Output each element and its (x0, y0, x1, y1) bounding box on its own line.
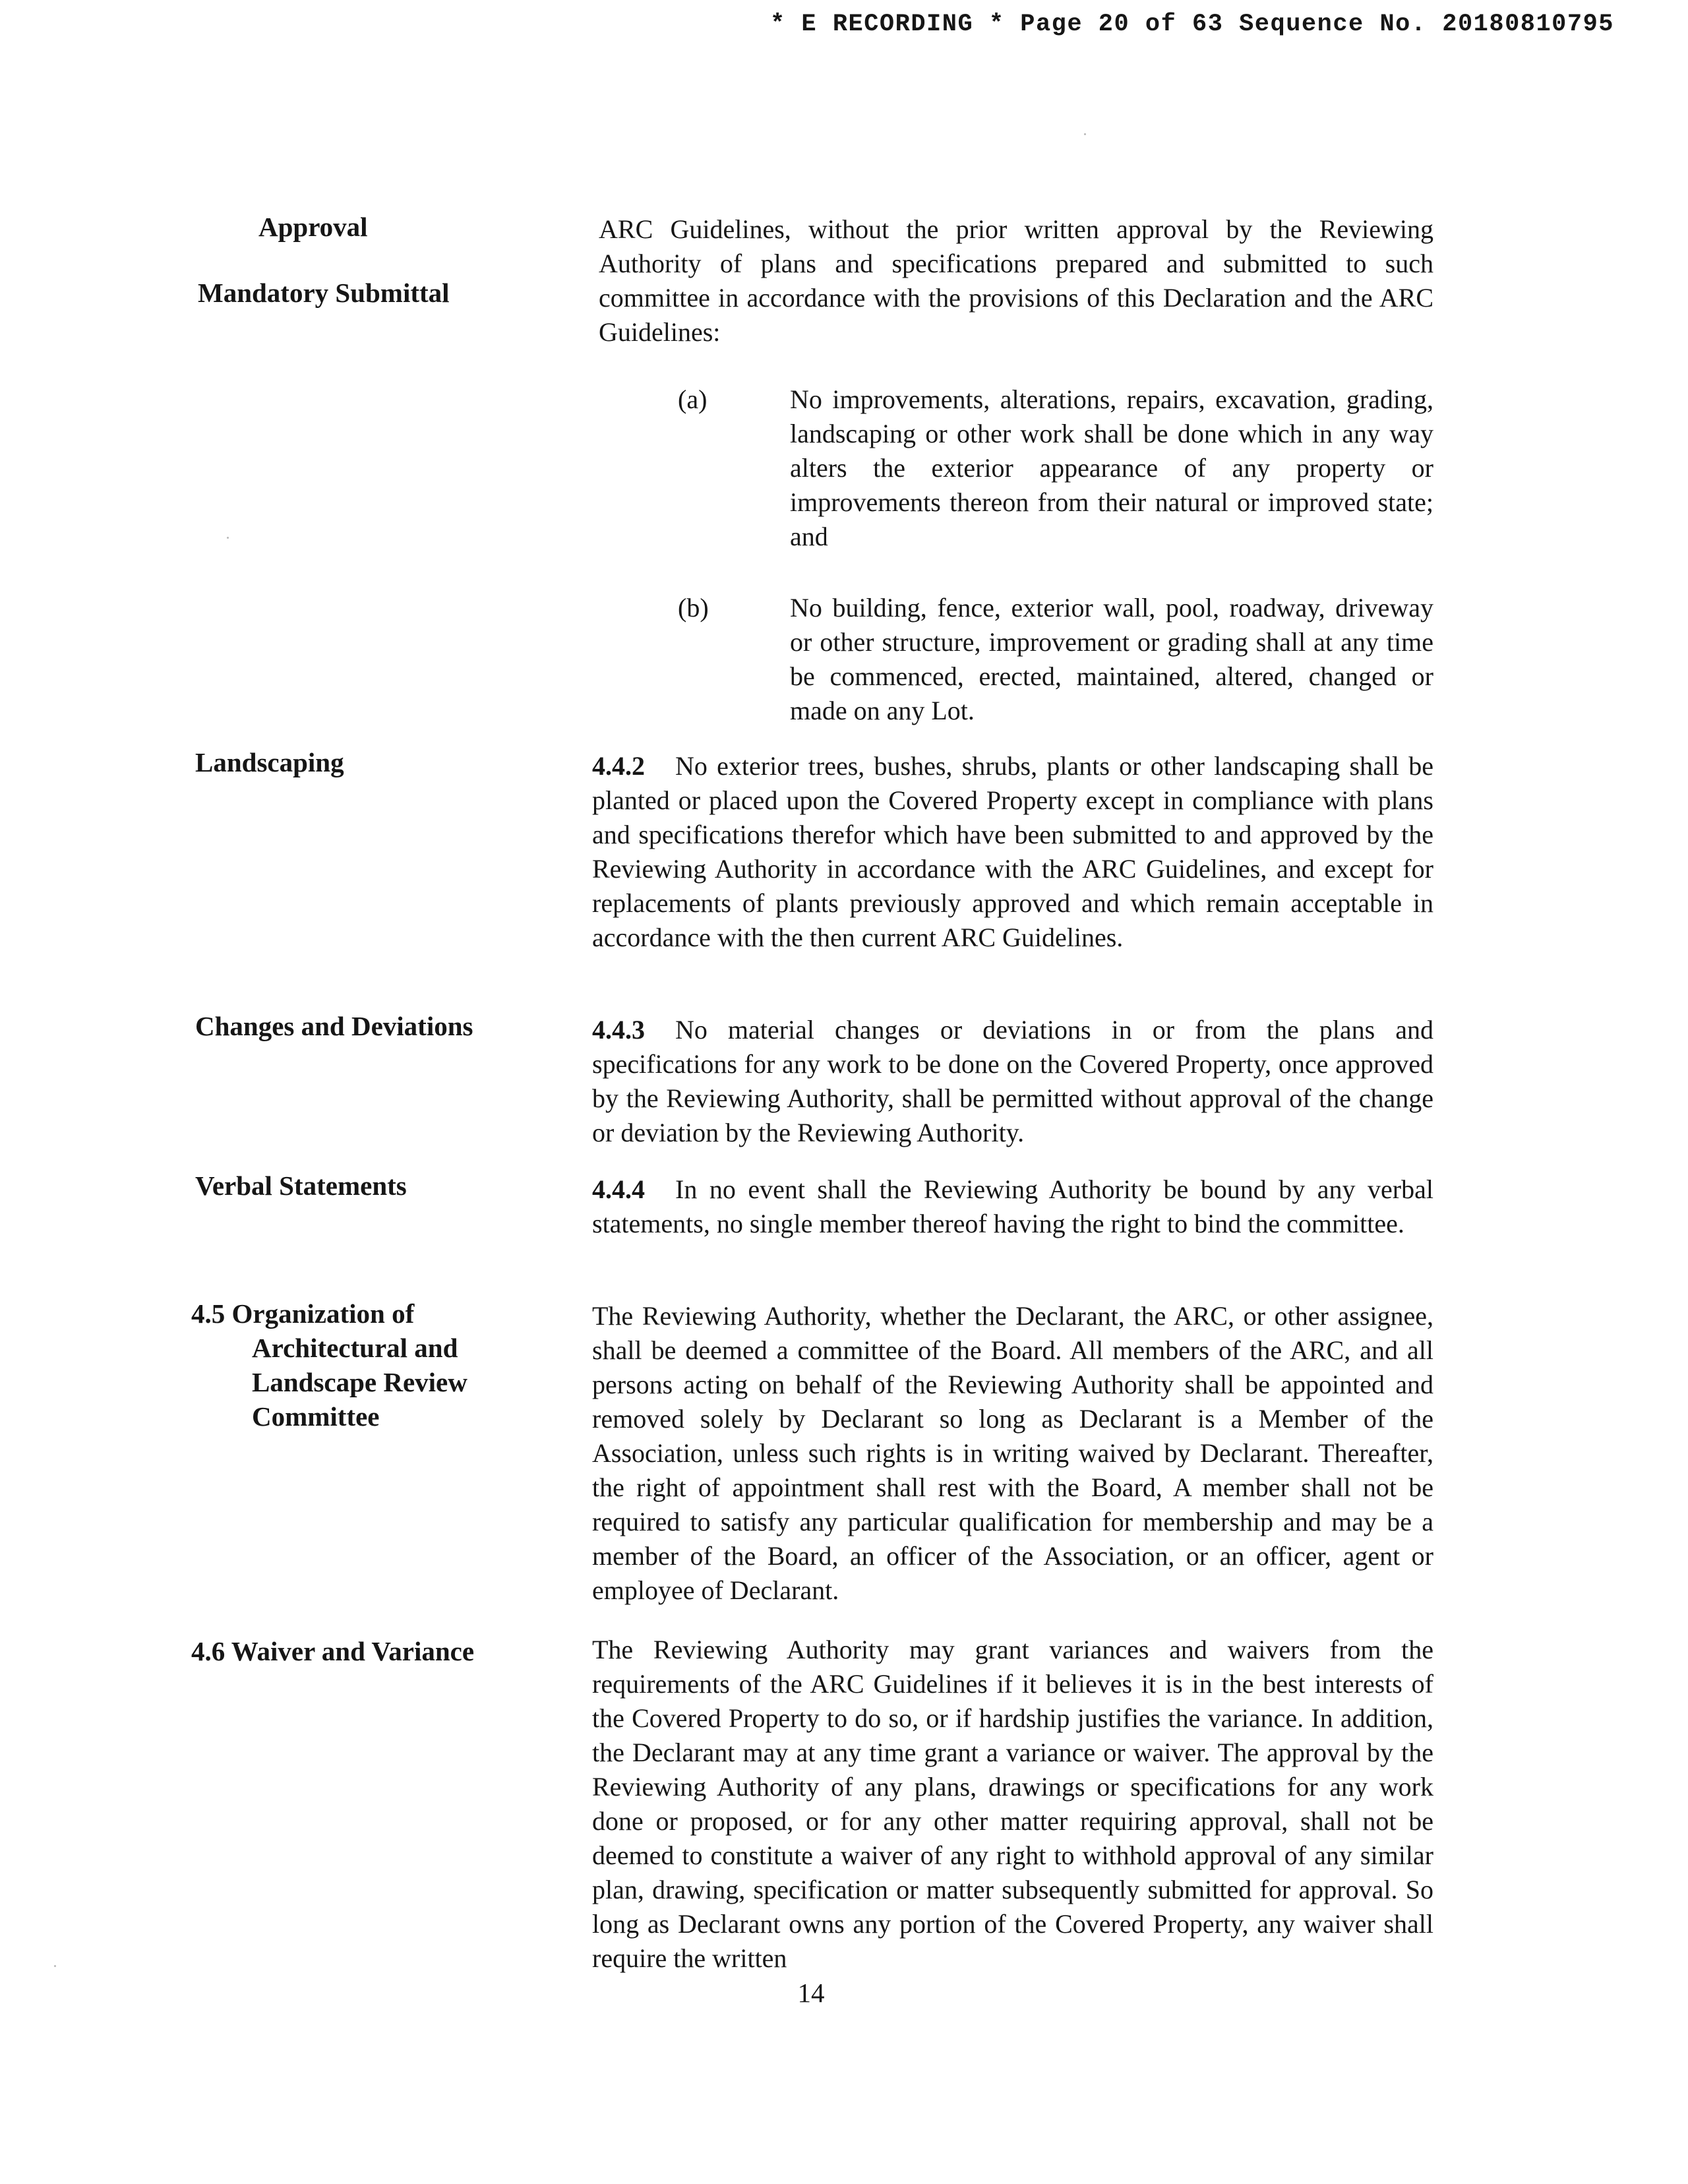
landscaping-text: No exterior trees, bushes, shrubs, plants or other landscaping shall be planted or placed upon the Covered Property except in compliance with plans and specifications therefor which have been submitted to and approved by the Reviewing Authority in accordance with the ARC Guidelines, and except for replacements of plants previously approved and which remain acceptable in accordance with the then current ARC Guidelines. (592, 751, 1433, 952)
section-number: 4.4.2 (592, 751, 645, 781)
landscaping-paragraph (592, 749, 1433, 955)
heading-organization-line-3: Landscape Review (252, 1367, 467, 1397)
verbal-paragraph (592, 1172, 1433, 1241)
item-text: No improvements, alterations, repairs, excavation, grading, landscaping or other work shall be done which in any way alters the exterior appearance of any property or improvements thereon from their natural or improved state; and (790, 384, 1433, 551)
recording-header: * E RECORDING * Page 20 of 63 Sequence No. 20180810795 (770, 11, 1614, 38)
heading-landscaping: Landscaping (195, 747, 344, 777)
heading-verbal-statements: Verbal Statements (195, 1170, 407, 1201)
scan-speck (227, 537, 229, 539)
scan-speck (1084, 133, 1086, 135)
item-label: (a) (678, 384, 708, 414)
heading-organization-line-2: Architectural and (252, 1333, 458, 1363)
changes-text: No material changes or deviations in or from the plans and specifications for any work to be done on the Covered Property, once approved by the Reviewing Authority, shall be permitted without approval of the change or deviation by the Reviewing Authority. (592, 1015, 1433, 1147)
approval-text: ARC Guidelines, without the prior written approval by the Reviewing Authority of plans and specifications prepared and submitted to such committee in accordance with the provisions of this Declaration and the ARC Guidelines: (599, 214, 1433, 347)
item-text: No building, fence, exterior wall, pool, roadway, driveway or other structure, improvement or grading shall at any time be commenced, erected, maintained, altered, changed or made on any Lot. (790, 593, 1433, 725)
scan-speck (54, 1965, 56, 1967)
verbal-text: In no event shall the Reviewing Authority be bound by any verbal statements, no single member thereof having the right to bind the committee. (592, 1174, 1433, 1238)
changes-paragraph (592, 1013, 1433, 1150)
heading-organization-line-1: 4.5 Organization of (191, 1298, 415, 1329)
item-label: (b) (678, 593, 709, 622)
page-number: 14 (797, 1978, 825, 2008)
heading-organization-line-4: Committee (252, 1401, 380, 1432)
heading-approval: Approval (258, 212, 368, 242)
heading-mandatory-submittal: Mandatory Submittal (198, 278, 450, 308)
waiver-text: The Reviewing Authority may grant variances and waivers from the requirements of the ARC Guidelines if it believes it is in the best interests of the Covered Property to do so, or if hardship justifies the variance. In addition, the Declarant may at any time grant a variance or waiver. The approval by the Reviewing Authority of any plans, drawings or specifications for any work done or proposed, or for any other matter requiring approval, shall not be deemed to constitute a waiver of any right to withhold approval of any similar plan, drawing, specification or matter subsequently submitted for approval. So long as Declarant owns any portion of the Covered Property, any waiver shall require the written (592, 1635, 1433, 1973)
heading-changes-deviations: Changes and Deviations (195, 1011, 473, 1041)
section-number: 4.4.3 (592, 1015, 645, 1045)
heading-waiver-variance: 4.6 Waiver and Variance (191, 1636, 475, 1666)
organization-text: The Reviewing Authority, whether the Declarant, the ARC, or other assignee, shall be deemed a committee of the Board. All members of the ARC, and all persons acting on behalf of the Reviewing Authority shall be appointed and removed solely by Declarant so long as Declarant is a Member of the Association, unless such rights is in writing waived by Declarant. Thereafter, the right of appointment shall rest with the Board, A member shall not be required to satisfy any particular qualification for membership and may be a member of the Board, an officer of the Association, or an officer, agent or employee of Declarant. (592, 1301, 1433, 1605)
section-number: 4.4.4 (592, 1174, 645, 1204)
